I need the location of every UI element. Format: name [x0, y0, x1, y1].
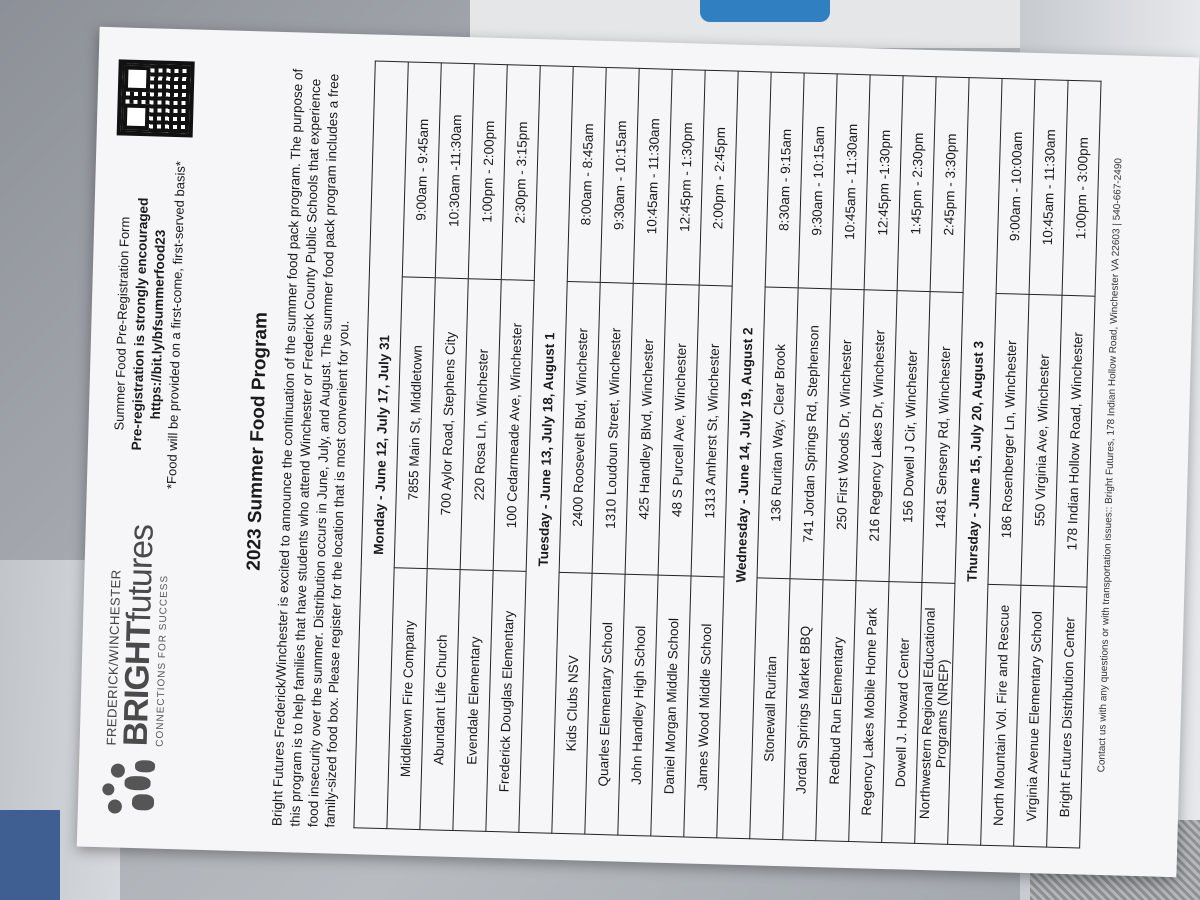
location-name: Kids Clubs NSV	[552, 573, 592, 835]
location-name: Bright Futures Distribution Center	[1047, 586, 1087, 848]
location-address: 250 First Woods Dr, Winchester	[823, 289, 864, 581]
logo-region: FREDERICK/WINCHESTER	[103, 569, 124, 746]
location-name: Virginia Avenue Elementary School	[1014, 585, 1054, 847]
location-name: Quarles Elementary School	[585, 574, 625, 836]
location-name: Redbud Run Elementary	[816, 580, 856, 842]
location-name: Abundant Life Church	[420, 569, 460, 831]
logo-brand: BRIGHTfutures	[116, 524, 161, 747]
location-name: Daniel Morgan Middle School	[651, 575, 691, 837]
pickup-time: 9:30am - 10:15am	[798, 73, 837, 289]
location-address: 425 Handley Blvd, Winchester	[625, 283, 666, 575]
program-title: 2023 Summer Food Program	[243, 311, 272, 571]
location-address: 136 Ruritan Way, Clear Brook	[757, 287, 798, 579]
location-name: James Wood Middle School	[684, 576, 724, 838]
pickup-time: 1:45pm - 2:30pm	[897, 76, 936, 292]
prereg-link[interactable]: https://bit.ly/bfsummerfood23	[147, 229, 168, 420]
pickup-time: 1:00pm - 3:00pm	[1062, 80, 1101, 296]
location-name: Regency Lakes Mobile Home Park	[849, 581, 889, 843]
location-address: 220 Rosa Ln, Winchester	[460, 278, 501, 570]
location-name: John Handley High School	[618, 574, 658, 836]
pickup-time: 9:00am - 9:45am	[403, 62, 442, 278]
location-address: 1481 Senseny Rd, Winchester	[922, 291, 963, 583]
day-heading: Thursday - June 15, July 20, August 3	[948, 78, 1002, 846]
location-address: 186 Rosenberger Ln, Winchester	[988, 293, 1029, 585]
location-address: 178 Indian Hollow Road, Winchester	[1054, 295, 1095, 587]
schedule-table	[354, 61, 1102, 849]
location-address: 1313 Amherst St, Winchester	[691, 285, 732, 577]
day-heading: Monday - June 12, July 17, July 31	[354, 61, 408, 829]
day-heading: Wednesday - June 14, July 19, August 2	[717, 71, 771, 839]
pickup-time: 2:30pm - 3:15pm	[502, 65, 541, 281]
location-address: 741 Jordan Springs Rd, Stephenson	[790, 288, 831, 580]
pickup-time: 2:00pm - 2:45pm	[699, 70, 738, 286]
pickup-time: 9:30am - 10:15am	[600, 67, 639, 283]
location-address: 156 Dowell J Cir, Winchester	[889, 290, 930, 582]
flyer-header	[97, 53, 253, 824]
prereg-note: *Food will be provided on a first-come, first-served basis*	[163, 160, 188, 490]
location-name: Frederick Douglas Elementary	[486, 571, 526, 833]
location-name: Evendale Elementary	[453, 570, 493, 832]
location-address: 2400 Roosevelt Blvd, Winchester	[559, 281, 600, 573]
pickup-time: 2:45pm - 3:30pm	[930, 77, 969, 293]
location-name: Northwestern Regional Educational Programs (NREP)	[915, 583, 955, 845]
location-address: 7855 Main St, Middletown	[394, 277, 435, 569]
pickup-time: 1:00pm - 2:00pm	[469, 64, 508, 280]
logo-figures-icon	[97, 751, 169, 823]
bright-futures-logo	[97, 511, 176, 823]
qr-code-icon	[117, 59, 195, 137]
location-name: Stonewall Ruritan	[750, 578, 790, 840]
prereg-encouraged: Pre-registration is strongly encouraged	[128, 197, 151, 451]
location-address: 1310 Loudoun Street, Winchester	[592, 282, 633, 574]
preregistration-block	[109, 158, 190, 490]
location-name: Jordan Springs Market BBQ	[783, 579, 823, 841]
location-name: North Mountain Vol. Fire and Rescue	[981, 585, 1021, 847]
location-address: 550 Virginia Ave, Winchester	[1021, 294, 1062, 586]
pickup-time: 10:30am -11:30am	[436, 63, 475, 279]
logo-tagline: CONNECTIONS FOR SUCCESS	[154, 574, 171, 747]
flyer-paper	[77, 27, 1199, 877]
location-name: Dowell J. Howard Center	[882, 582, 922, 844]
flyer-content	[77, 27, 1199, 877]
pickup-time: 9:00am - 10:00am	[996, 79, 1035, 295]
day-heading: Tuesday - June 13, July 18, August 1	[519, 66, 573, 834]
program-intro: Bright Futures Frederick/Winchester is excited to announce the continuation of the summer food pack program. The purpose of this program is to help families that have students who attend Winchester or Frederick County Public Schools that experience food insecurity over the summer. Distribution occurs in June, July, and August. The summer food pack program includes a free family-sized food box. Please register for the location that is most convenient for you.	[269, 68, 352, 828]
pickup-time: 8:30am - 9:15am	[765, 72, 804, 288]
pickup-time: 12:45pm - 1:30pm	[666, 69, 705, 285]
pickup-time: 8:00am - 8:45am	[567, 67, 606, 283]
prereg-form-title: Summer Food Pre-Registration Form	[111, 216, 133, 431]
pickup-time: 10:45am - 11:30am	[1029, 79, 1068, 295]
contact-footer: Contact us with any questions or with transportation issues:: Bright Futures, 178 Indian Hollow Road, Winchester VA 22603 | 540-667-2490	[1096, 157, 1125, 773]
location-address: 48 S Purcell Ave, Winchester	[658, 284, 699, 576]
location-address: 100 Cedarmeade Ave, Winchester	[493, 279, 534, 571]
location-address: 700 Aylor Road, Stephens City	[427, 278, 468, 570]
background-pen	[700, 0, 830, 22]
pickup-time: 10:45am - 11:30am	[831, 74, 870, 290]
location-name: Middletown Fire Company	[387, 568, 427, 830]
background-blue-object	[0, 810, 60, 900]
location-address: 216 Regency Lakes Dr, Winchester	[856, 290, 897, 582]
pickup-time: 10:45am - 11:30am	[633, 68, 672, 284]
pickup-time: 12:45pm -1:30pm	[864, 75, 903, 291]
